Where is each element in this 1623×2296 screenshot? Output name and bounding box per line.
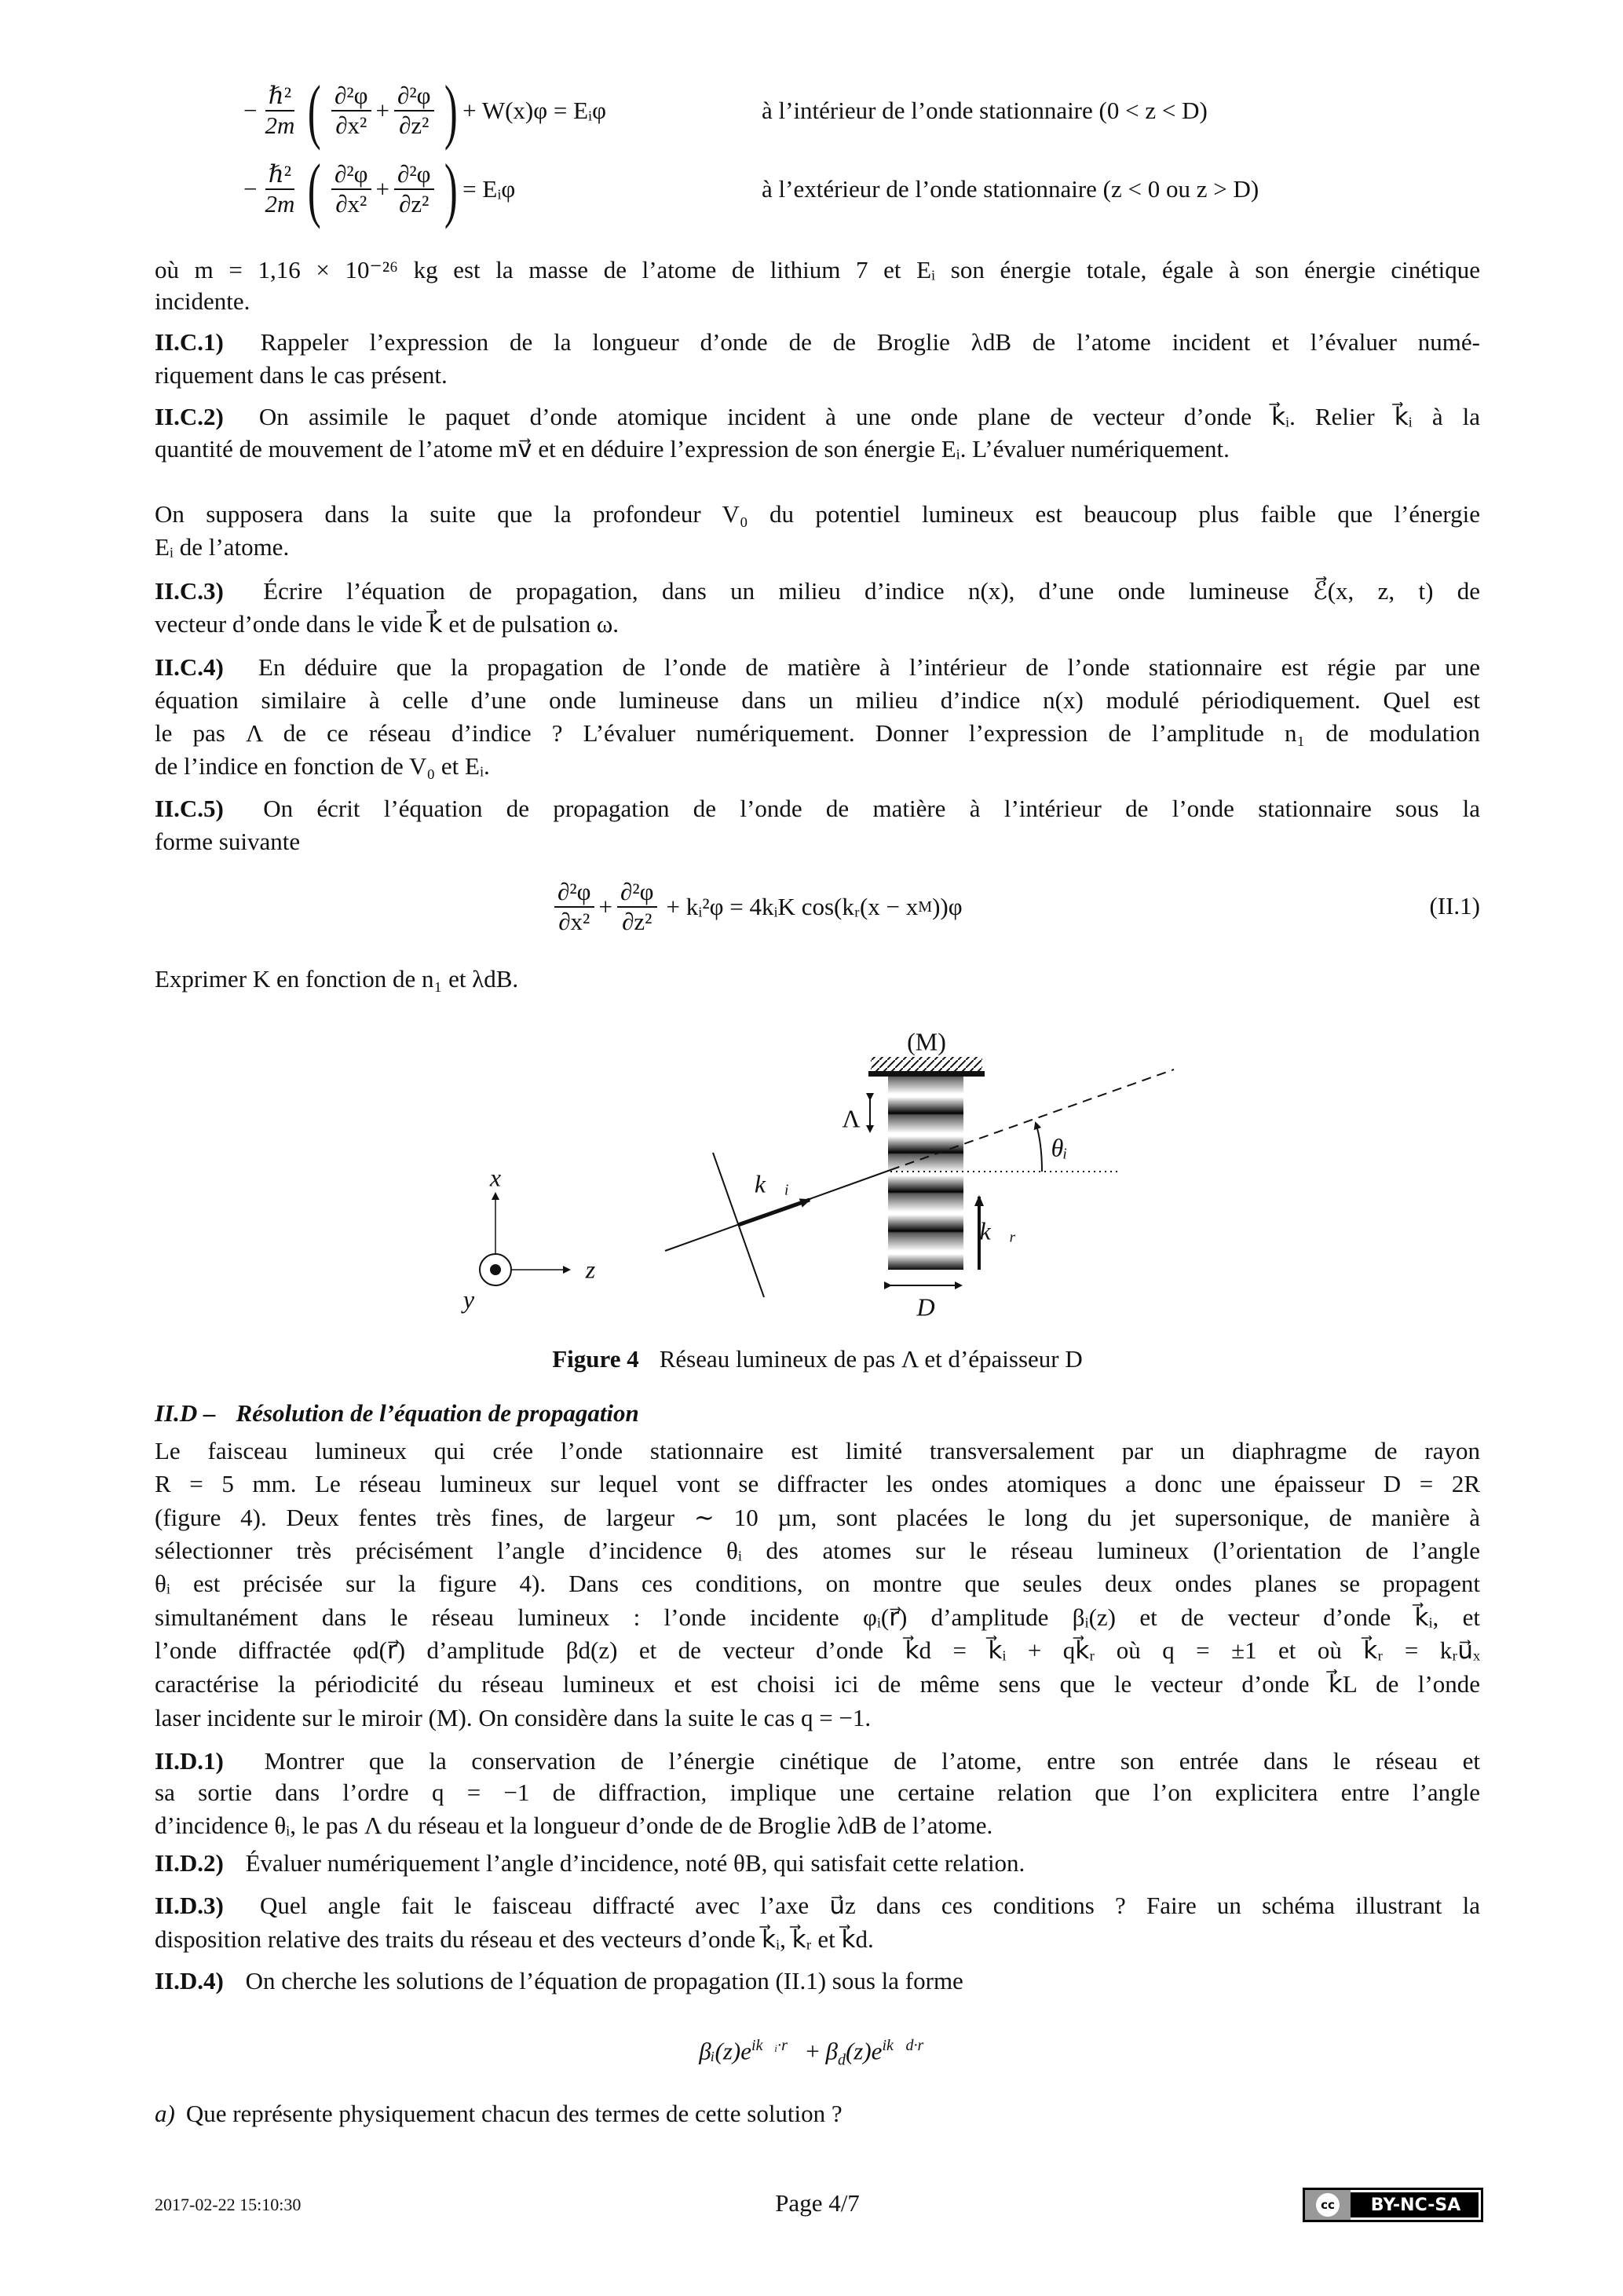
denominator: ∂z² xyxy=(399,112,430,139)
question-text: On cherche les solutions de l’équation de propagation (II.1) sous la forme xyxy=(245,1967,963,1994)
text-line: Le faisceau lumineux qui crée l’onde stationnaire est limité transversalement par un diaphragme de rayon xyxy=(155,1437,1480,1464)
question-text: On écrit l’équation de propagation de l’onde de matière à l’intérieur de l’onde stationnaire sous la xyxy=(263,795,1481,822)
numerator: ∂²φ xyxy=(394,82,434,112)
thickness-label: D xyxy=(916,1292,935,1322)
equation-rhs: + kᵢ²φ = 4kᵢK cos(kᵣ(x − x xyxy=(666,893,919,920)
numerator: ∂²φ xyxy=(617,878,657,908)
question-label: II.C.4) xyxy=(155,653,224,681)
caption-text: Réseau lumineux de pas Λ et d’épaisseur D xyxy=(659,1345,1083,1373)
plus-sign: + xyxy=(598,893,612,920)
question-label: II.C.5) xyxy=(155,795,224,822)
question-label: II.C.3) xyxy=(155,577,224,605)
denominator: ∂z² xyxy=(622,908,652,935)
numerator: ℏ² xyxy=(265,82,294,112)
minus-sign: − xyxy=(243,97,258,124)
term-d: β xyxy=(825,2037,838,2065)
plus-sign: + xyxy=(375,97,390,124)
text-line: (figure 4). Deux fentes très fines, de largeur ∼ 10 µm, sont placées le long du jet supersonique, de manière à xyxy=(155,1504,1480,1531)
text-line: caractérise la périodicité du réseau lumineux et est choisi ici de même sens que le vecteur d’onde k⃗L de l’onde xyxy=(155,1670,1480,1698)
question-label: II.C.2) xyxy=(155,403,224,430)
ki-arrow xyxy=(738,1200,810,1225)
numerator: ∂²φ xyxy=(394,160,434,190)
text-line: On supposera dans la suite que la profondeur V₀ du potentiel lumineux est beaucoup plus faible que l’énergie xyxy=(155,500,1480,528)
denominator: ∂x² xyxy=(558,908,590,935)
mirror-label: (M) xyxy=(907,1027,946,1056)
question-text: Écrire l’équation de propagation, dans un milieu d’indice n(x), d’une onde lumineuse ℰ⃗(x, z, t) de xyxy=(263,577,1481,605)
minus-sign: − xyxy=(243,175,258,203)
question-text: Montrer que la conservation de l’énergie cinétique de l’atome, entre son entrée dans le réseau et xyxy=(264,1747,1480,1775)
numerator: ℏ² xyxy=(265,160,294,190)
equation-rhs: + W(x)φ = Eᵢφ xyxy=(462,97,607,124)
numerator: ∂²φ xyxy=(554,878,594,908)
kr-label: k⃗ᵣ xyxy=(979,1216,1017,1245)
question-IID4 xyxy=(155,1965,1480,1998)
text-line: laser incidente sur le miroir (M). On considère dans la suite le cas q = −1. xyxy=(155,1704,872,1731)
subquestion-label: a) xyxy=(155,2100,175,2127)
subscript-d: d xyxy=(837,2051,846,2069)
solution-equation xyxy=(155,2029,1480,2069)
numerator: ∂²φ xyxy=(331,160,371,190)
denominator: ∂x² xyxy=(335,112,367,139)
text-line: l’onde diffractée φd(r⃗) d’amplitude βd(z) et de vecteur d’onde k⃗d = k⃗ᵢ + qk⃗ᵣ où q = ±1 et où k⃗ᵣ = kᵣu⃗ₓ xyxy=(155,1636,1480,1664)
right-paren: ) xyxy=(444,71,458,151)
text-line: incidente. xyxy=(155,287,250,315)
left-paren: ( xyxy=(308,71,322,151)
question-text: Rappeler l’expression de la longueur d’onde de de Broglie λdB de l’atome incident et l’évaluer numé- xyxy=(260,328,1481,356)
text-line: sa sortie dans l’ordre q = −1 de diffraction, implique une certaine relation que l’on explicitera entre l’angle xyxy=(155,1779,1480,1806)
text-line: équation similaire à celle d’une onde lumineuse dans un milieu d’indice n(x) modulé périodiquement. Quel est xyxy=(155,686,1480,714)
axis-x-label: x xyxy=(489,1163,502,1192)
caption-number: Figure 4 xyxy=(552,1345,639,1373)
term-i: βᵢ(z)e xyxy=(699,2037,752,2065)
term-d-rest: (z)e xyxy=(845,2037,883,2065)
text-line: θᵢ est précisée sur la figure 4). Dans ces conditions, on montre que seules deux ondes planes se propagent xyxy=(155,1570,1480,1597)
condition-outside: à l’extérieur de l’onde stationnaire (z < 0 ou z > D) xyxy=(762,175,1259,203)
question-label: II.D.1) xyxy=(155,1747,224,1775)
text-line: d’incidence θᵢ, le pas Λ du réseau et la longueur d’onde de de Broglie λdB de l’atome. xyxy=(155,1812,993,1839)
text-line: disposition relative des traits du réseau et des vecteurs d’onde k⃗ᵢ, k⃗ᵣ et k⃗d. xyxy=(155,1925,874,1953)
question-text: Évaluer numériquement l’angle d’incidence, noté θB, qui satisfait cette relation. xyxy=(245,1849,1025,1877)
question-IID2 xyxy=(155,1847,1480,1880)
footer-timestamp: 2017-02-22 15:10:30 xyxy=(155,2195,302,2214)
beam-extension-dashed xyxy=(890,1069,1174,1170)
denominator: ∂z² xyxy=(399,190,430,218)
question-IID1 xyxy=(155,1745,1480,1778)
axis-y-label: y xyxy=(462,1285,475,1314)
axes xyxy=(480,1194,569,1285)
section-heading xyxy=(155,1397,1480,1430)
question-label: II.D.3) xyxy=(155,1892,224,1919)
equation-number: (II.1) xyxy=(1429,892,1480,919)
denominator: 2m xyxy=(265,112,295,139)
angle-label: θᵢ xyxy=(1051,1133,1068,1162)
license-label: BY-NC-SA xyxy=(1370,2195,1461,2215)
question-label: II.C.1) xyxy=(155,328,224,356)
question-label: II.D.2) xyxy=(155,1849,224,1877)
equation-close: ))φ xyxy=(932,893,963,920)
text-line: Eᵢ de l’atome. xyxy=(155,533,290,561)
text-line: Exprimer K en fonction de n₁ et λdB. xyxy=(155,965,519,993)
exponent-d: ik⃗d·r⃗ xyxy=(882,2037,936,2054)
text-line: le pas Λ de ce réseau d’indice ? L’évaluer numériquement. Donner l’expression de l’amplitude n₁ de modulation xyxy=(155,719,1480,747)
subscript-M: M xyxy=(918,898,933,916)
cc-icon xyxy=(1305,2190,1351,2220)
subquestion-a xyxy=(155,2097,1480,2130)
period-label: Λ xyxy=(842,1104,861,1133)
left-paren: ( xyxy=(308,149,322,229)
figure-caption xyxy=(155,1343,1480,1376)
subquestion-text: Que représente physiquement chacun des termes de cette solution ? xyxy=(185,2100,843,2127)
condition-inside: à l’intérieur de l’onde stationnaire (0 < z < D) xyxy=(762,97,1208,124)
page-number: Page 4/7 xyxy=(775,2189,860,2217)
section-number: II.D – xyxy=(155,1399,216,1427)
denominator: ∂x² xyxy=(335,190,367,218)
text-line: où m = 1,16 × 10⁻²⁶ kg est la masse de l’atome de lithium 7 et Eᵢ son énergie totale, égale à son énergie cinétique xyxy=(155,256,1480,283)
axis-z-label: z xyxy=(585,1255,596,1284)
text-line: quantité de mouvement de l’atome mv⃗ et en déduire l’expression de son énergie Eᵢ. L’évaluer numériquement. xyxy=(155,435,1230,462)
cc-logo-text: cc xyxy=(1316,2193,1340,2217)
text-line: de l’indice en fonction de V₀ et Eᵢ. xyxy=(155,752,490,780)
question-text: En déduire que la propagation de l’onde de matière à l’intérieur de l’onde stationnaire est régie par une xyxy=(258,653,1481,681)
plus-sign: + xyxy=(375,175,390,203)
text-line: riquement dans le cas présent. xyxy=(155,361,448,389)
text-line: R = 5 mm. Le réseau lumineux sur lequel vont se diffracter les ondes atomiques a donc une épaisseur D = 2R xyxy=(155,1470,1480,1497)
cc-license-badge[interactable] xyxy=(1303,2188,1483,2222)
mirror xyxy=(868,1057,985,1077)
question-label: II.D.4) xyxy=(155,1967,224,1994)
question-text: On assimile le paquet d’onde atomique incident à une onde plane de vecteur d’onde k⃗ᵢ. Relier k⃗ᵢ à la xyxy=(258,403,1481,430)
ki-label: k⃗ᵢ xyxy=(754,1169,790,1198)
plus-sign: + xyxy=(799,2037,826,2065)
question-text: Quel angle fait le faisceau diffracté avec l’axe u⃗z dans ces conditions ? Faire un schéma illustrant la xyxy=(260,1892,1480,1919)
exponent-i: ik⃗ᵢ·r⃗ xyxy=(751,2037,800,2054)
angle-arc xyxy=(1036,1123,1042,1172)
numerator: ∂²φ xyxy=(331,82,371,112)
question-IID3 xyxy=(155,1889,1480,1922)
section-title: Résolution de l’équation de propagation xyxy=(236,1399,639,1427)
text-line: sélectionner très précisément l’angle d’incidence θᵢ des atomes sur le réseau lumineux (l’orientation de l’angle xyxy=(155,1537,1480,1564)
text-line: simultanément dans le réseau lumineux : l’onde incidente φᵢ(r⃗) d’amplitude βᵢ(z) et de vecteur d’onde k⃗ᵢ, et xyxy=(155,1603,1480,1631)
denominator: 2m xyxy=(265,190,295,218)
equation-rhs: = Eᵢφ xyxy=(462,175,516,203)
text-line: vecteur d’onde dans le vide k⃗ et de pulsation ω. xyxy=(155,610,620,638)
right-paren: ) xyxy=(444,149,458,229)
text-line: forme suivante xyxy=(155,828,301,855)
